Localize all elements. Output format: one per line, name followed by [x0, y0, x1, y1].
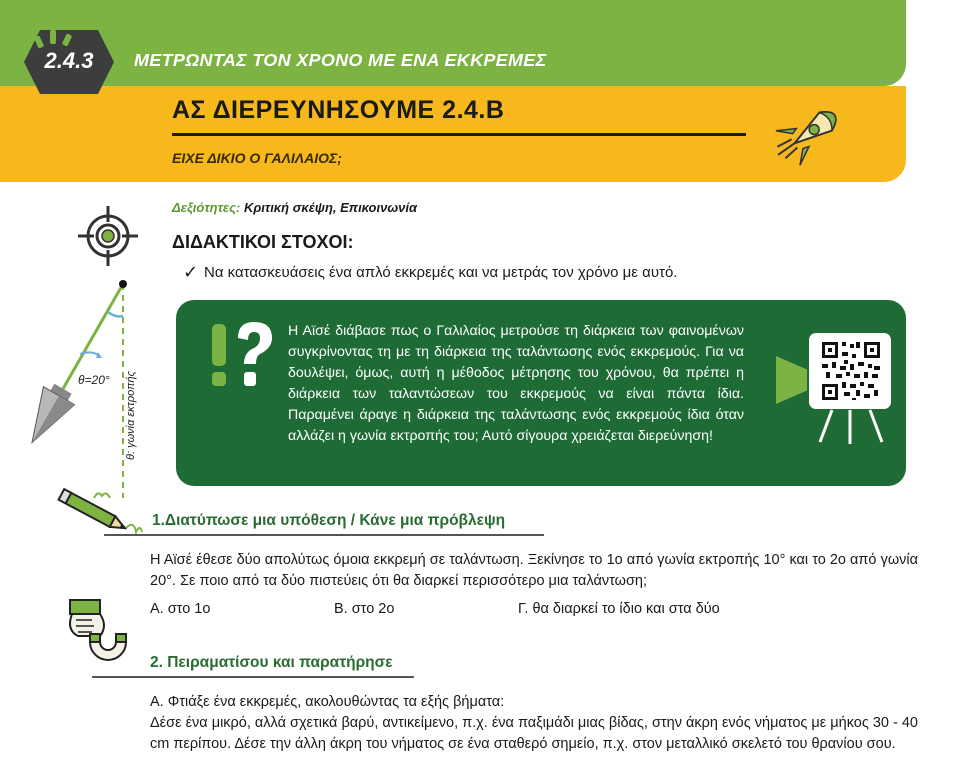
step1-heading: 1.Διατύπωσε μια υπόθεση / Κάνε μια πρόβλεψη — [152, 512, 506, 529]
skills-value: Κριτική σκέψη, Επικοινωνία — [244, 200, 418, 215]
investigation-subtitle: ΕΙΧΕ ΔΙΚΙΟ Ο ΓΑΛΙΛΑΙΟΣ; — [172, 150, 342, 166]
header-green-band — [0, 0, 906, 86]
objectives-heading: ΔΙΔΑΚΤΙΚΟΙ ΣΤΟΧΟΙ: — [172, 232, 354, 252]
investigation-title: ΑΣ ΔΙΕΡΕΥΝΗΣΟΥΜΕ 2.4.Β — [172, 96, 505, 124]
step2-heading: 2. Πειραματίσου και παρατήρησε — [150, 654, 393, 671]
step1-underline — [104, 534, 544, 536]
pendulum-illustration — [20, 270, 170, 502]
angle-label: θ=20° — [78, 373, 110, 387]
section-title: ΜΕΤΡΩΝΤΑΣ ΤΟΝ ΧΡΟΝΟ ΜΕ ΕΝΑ ΕΚΚΡΕΜΕΣ — [134, 50, 547, 70]
check-icon: ✓ — [183, 262, 199, 282]
objective-item: Να κατασκευάσεις ένα απλό εκκρεμές και να μετράς τον χρόνο με αυτό. — [204, 264, 678, 281]
rocket-icon — [770, 88, 860, 170]
video-qr-icon[interactable] — [772, 328, 898, 446]
skills-line — [172, 200, 417, 215]
story-text: Η Αϊσέ διάβασε πως ο Γαλιλαίος μετρούσε τη διάρκεια των φαινομένων συγκρίνοντας τη με τη διάρκεια της ταλάντωσης ενός εκκρεμούς. Για να δουλέψει, όμως, αυτή η μέθοδος μέτρησης του χρόνου, θα πρέπει η διάρκεια των ταλαντώσεων του εκκρεμούς να είναι πάντα ίδια. Παραμένει άραγε η διάρκεια της ταλάντωσης ενός εκκρεμούς ίδια όταν αλλάζει η γωνία εκτροπής του; Αυτό σίγουρα χρειάζεται διερεύνηση! — [288, 323, 744, 444]
angle-axis-label: θ: γωνία εκτροπής — [125, 371, 137, 460]
target-icon — [76, 204, 140, 268]
exclamation-question-icon — [208, 318, 282, 392]
title-underline — [172, 133, 746, 136]
step2-intro: Α. Φτιάξε ένα εκκρεμές, ακολουθώντας τα εξής βήματα: — [150, 694, 505, 710]
skills-label: Δεξιότητες: — [172, 200, 241, 215]
option-b[interactable]: Β. στο 2ο — [334, 601, 395, 617]
step1-text: Η Αϊσέ έθεσε δύο απολύτως όμοια εκκρεμή σε ταλάντωση. Ξεκίνησε το 1ο από γωνία εκτροπής 10° και το 2ο από γωνία 20°. Σε ποιο από τα δύο πιστεύεις ότι θα διαρκεί περισσότερο μια ταλάντωση; — [150, 552, 918, 589]
magnet-hand-icon — [60, 596, 140, 670]
option-a[interactable]: Α. στο 1ο — [150, 601, 211, 617]
step2-underline — [92, 676, 414, 678]
section-number: 2.4.3 — [44, 48, 94, 73]
step2-text — [150, 692, 918, 755]
option-c[interactable]: Γ. θα διαρκεί το ίδιο και στα δύο — [518, 601, 720, 617]
step2-body: Δέσε ένα μικρό, αλλά σχετικά βαρύ, αντικείμενο, π.χ. ένα παξιμάδι μιας βίδας, στην άκρη ενός νήματος με μήκος 30 - 40 cm περίπου. Δέσε την άλλη άκρη του νήματος σε ένα σταθερό σημείο, π.χ. στον μεταλλικό σκελετό του θρανίου σου. — [150, 715, 918, 752]
